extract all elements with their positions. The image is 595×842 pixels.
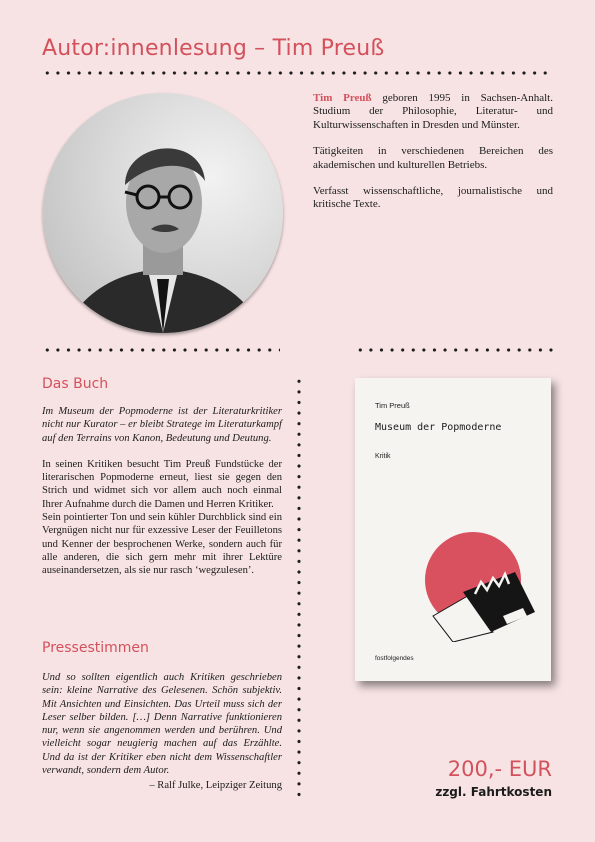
author-bio	[313, 92, 553, 225]
bio-paragraph-1	[313, 92, 553, 132]
author-portrait	[43, 93, 283, 333]
press-heading: Pressestimmen	[42, 640, 149, 656]
page-title: Autor:innenlesung – Tim Preuß	[42, 36, 385, 61]
cover-publisher: fostfolgendes	[375, 655, 414, 662]
cover-genre: Kritik	[375, 453, 391, 460]
press-quote: Und so sollten eigentlich auch Kritiken geschrieben sein: kleine Narrative des Gelesenen. Schön subjektiv. Mit Ansichten und Einsichten. Das Urteil muss sich der Leser selber bilden. […] Denn Narrative funktionieren nur, wenn sie angenommen werden und berühren. Und vielleicht sogar neugierig machen auf das Erzählte. Und da ist der Kritiker eben nicht dem Wissenschaftler verwandt, sondern dem Autor.	[42, 672, 282, 777]
press-quote-block	[42, 671, 282, 793]
book-paragraph-1: In seinen Kritiken besucht Tim Preuß Fundstücke der literarischen Popmoderne erneut, liest sie gegen den Strich und widmet sich vor allem auch noch einmal Ihrer Aufnahme durch die Damen und Herren Kritiker.	[42, 458, 282, 510]
bio-paragraph-2: Tätigkeiten in verschiedenen Bereichen des akademischen und kulturellen Betriebs.	[313, 145, 553, 171]
cover-title: Museum der Popmoderne	[375, 422, 502, 433]
cover-illustration	[423, 532, 548, 642]
price: 200,- EUR	[447, 757, 552, 781]
left-divider	[42, 348, 280, 352]
press-source: – Ralf Julke, Leipziger Zeitung	[149, 780, 282, 792]
book-heading: Das Buch	[42, 376, 109, 392]
cover-author: Tim Preuß	[375, 401, 410, 410]
bio-paragraph-3: Verfasst wissenschaftliche, journalistische und kritische Texte.	[313, 185, 553, 211]
column-divider	[297, 376, 301, 802]
author-name: Tim Preuß	[313, 92, 372, 104]
bio-intro: geboren 1995 in Sachsen-Anhalt. Studium der Philosophie, Literatur- und Kulturwissenschaften in Dresden und Münster.	[313, 92, 553, 131]
right-divider	[355, 348, 555, 352]
book-paragraph-2: Sein pointierter Ton und sein kühler Durchblick sind ein Vergnügen nicht nur für exzessive Leser der Feuilletons und Kenner der besprochenen Werke, sondern auch für alle anderen, die sich gern mehr mit ihrer Lektüre auseinandersetzen, als sie nur rasch ‘wegzulesen’.	[42, 512, 282, 577]
book-intro: Im Museum der Popmoderne ist der Literaturkritiker nicht nur Kurator – er bleibt Stratege im Literaturkampf auf den Terrains von Kanon, Bedeutung und Deutung.	[42, 406, 282, 444]
book-cover	[355, 378, 551, 681]
travel-costs: zzgl. Fahrtkosten	[435, 785, 552, 799]
book-description	[42, 405, 282, 591]
portrait-illustration	[43, 93, 283, 333]
title-divider	[42, 71, 554, 75]
